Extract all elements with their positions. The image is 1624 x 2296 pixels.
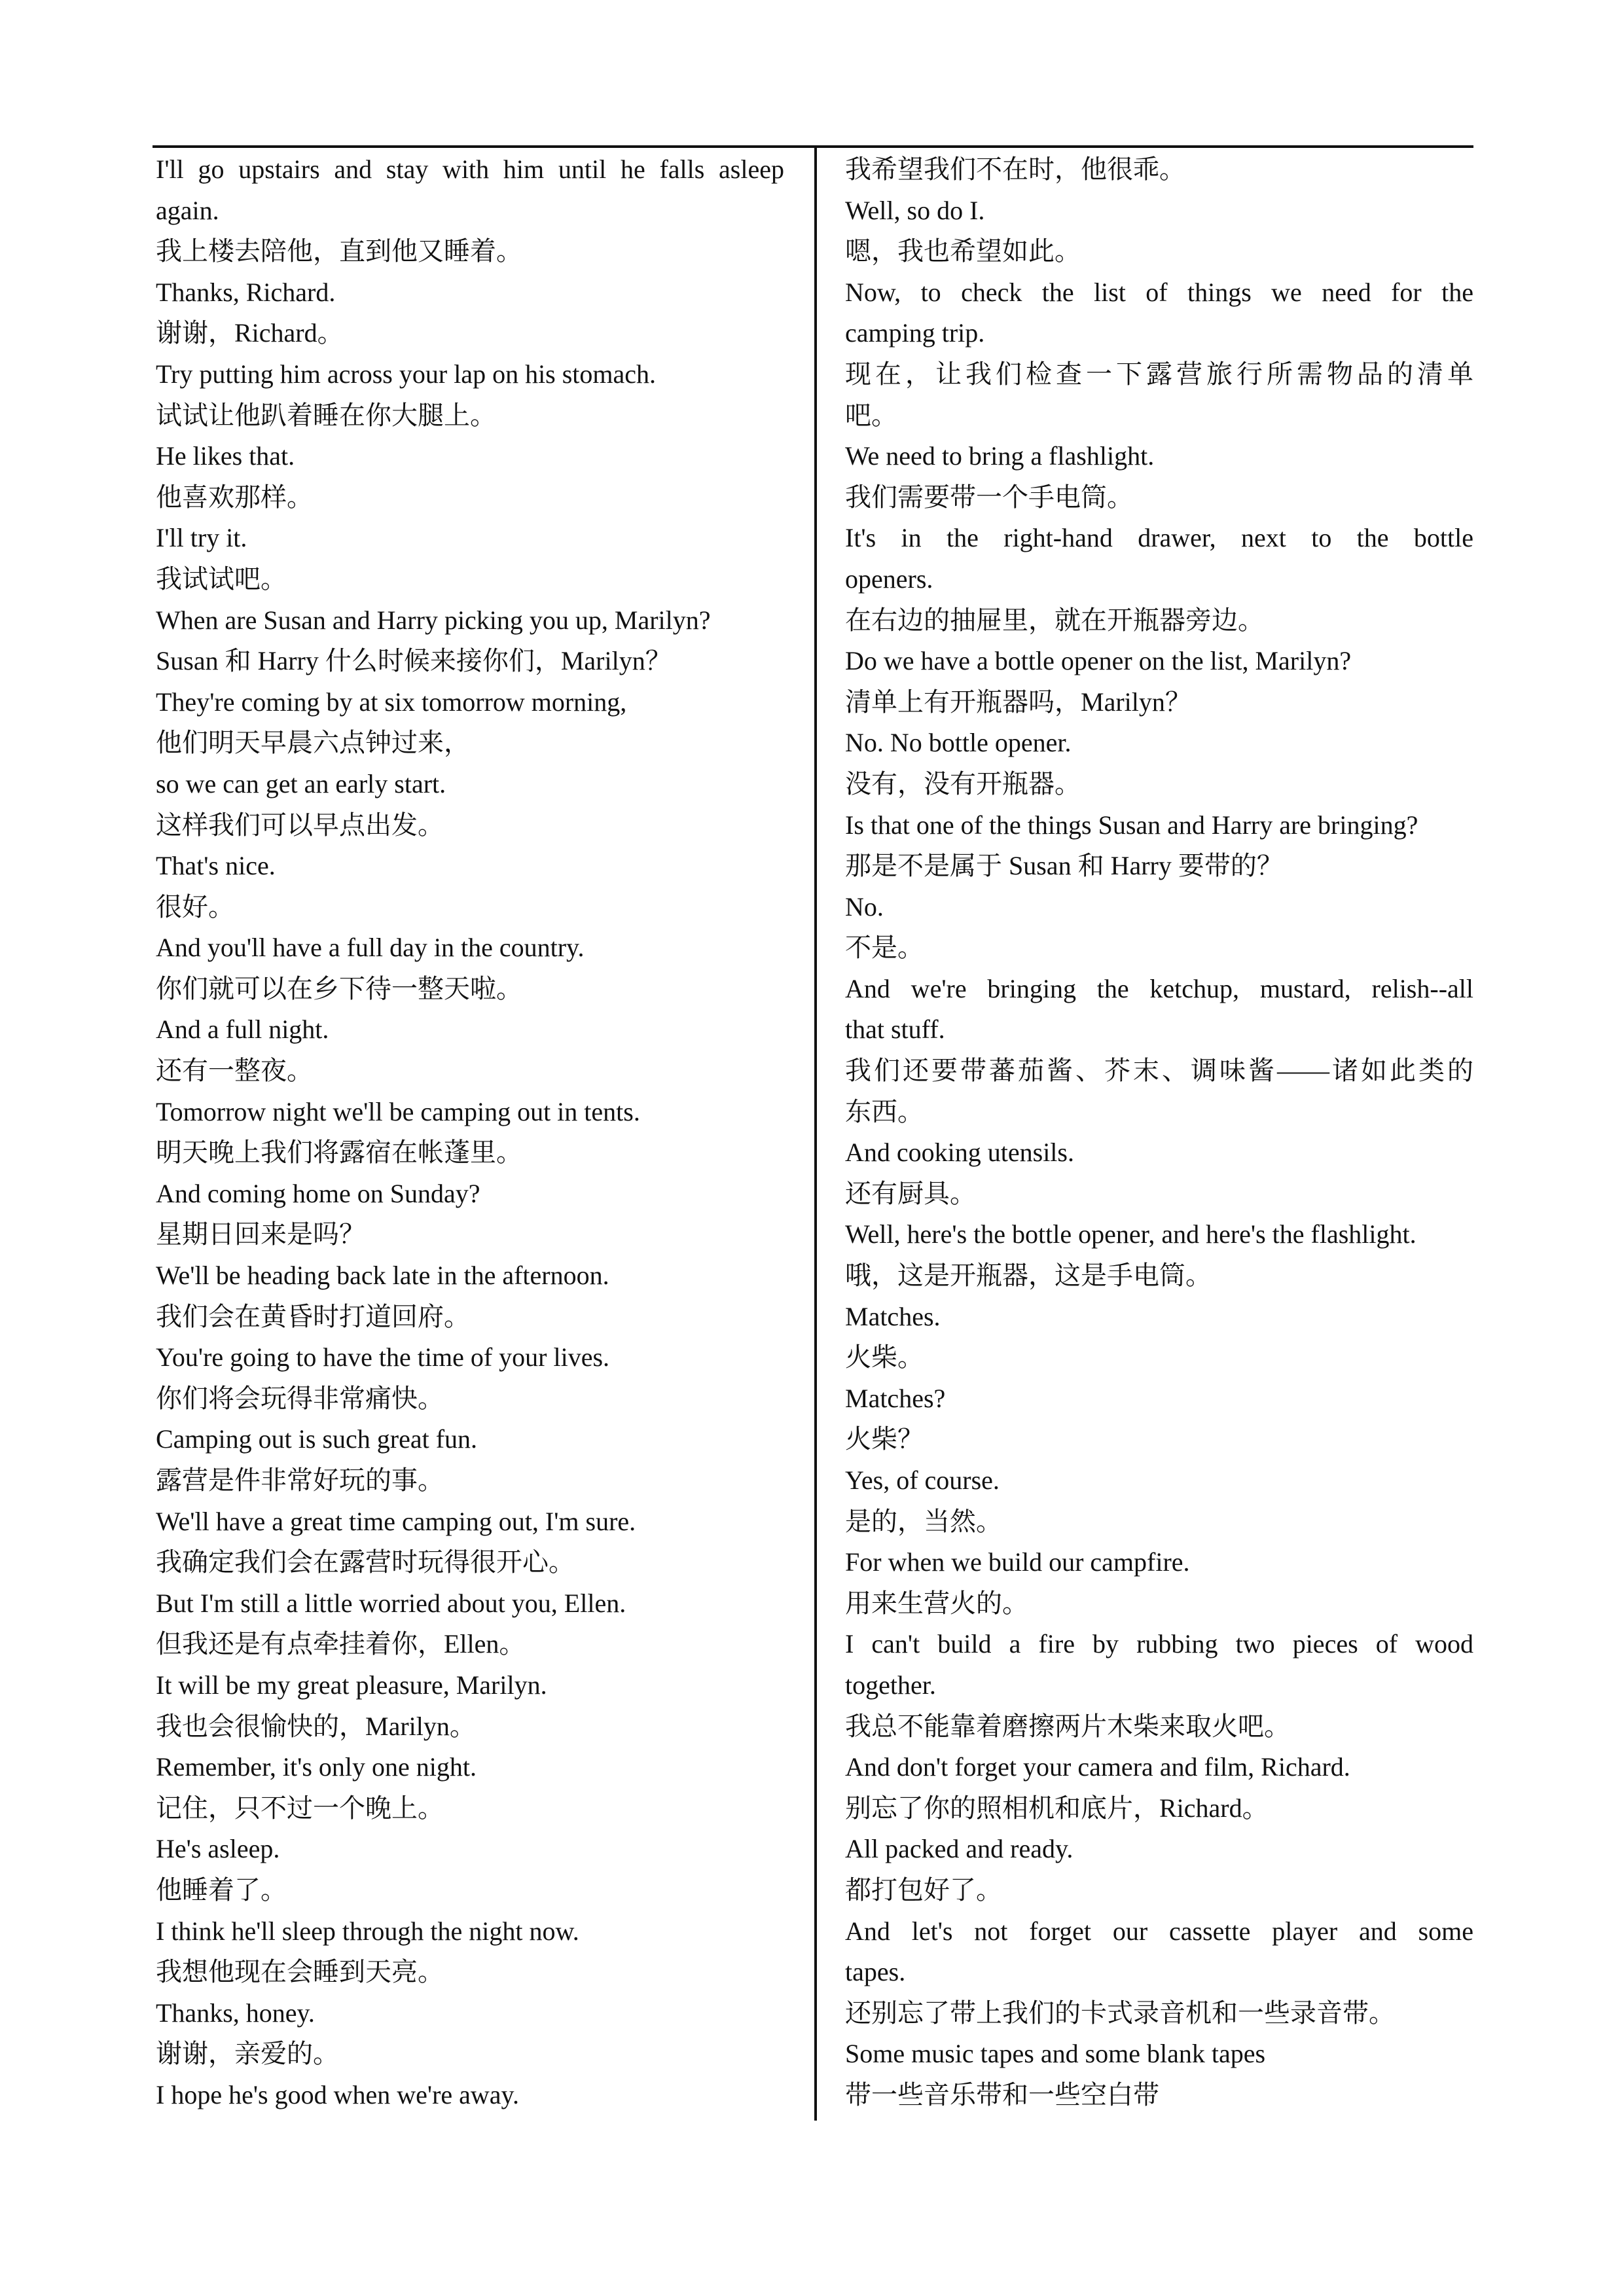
dialogue-line: For when we build our campfire. xyxy=(845,1547,1190,1577)
dialogue-line: 在右边的抽屉里，就在开瓶器旁边。 xyxy=(845,605,1264,635)
right-column xyxy=(845,149,1473,2116)
dialogue-line: He's asleep. xyxy=(156,1834,280,1864)
dialogue-line: No. No bottle opener. xyxy=(845,728,1072,758)
dialogue-line: Well, so do I. xyxy=(845,195,985,225)
dialogue-line: 还有厨具。 xyxy=(845,1178,976,1208)
dialogue-line: I'll try it. xyxy=(156,523,247,553)
dialogue-line: You're going to have the time of your lives. xyxy=(156,1342,610,1372)
dialogue-line: 他们明天早晨六点钟过来， xyxy=(156,728,470,758)
dialogue-line: And don't forget your camera and film, Richard. xyxy=(845,1752,1350,1782)
dialogue-line: 嗯，我也希望如此。 xyxy=(845,236,1081,266)
dialogue-line: openers. xyxy=(845,564,933,594)
dialogue-line: together. xyxy=(845,1670,936,1700)
column-divider xyxy=(814,145,817,2121)
dialogue-line: And cooking utensils. xyxy=(845,1138,1074,1168)
dialogue-line: Do we have a bottle opener on the list, Marilyn? xyxy=(845,646,1352,676)
dialogue-line: 我希望我们不在时，他很乖。 xyxy=(845,154,1185,184)
dialogue-line: 很好。 xyxy=(156,891,234,922)
dialogue-line: 他喜欢那样。 xyxy=(156,482,313,512)
dialogue-line: But I'm still a little worried about you, Ellen. xyxy=(156,1588,626,1618)
dialogue-line: Yes, of course. xyxy=(845,1465,1000,1495)
left-column xyxy=(156,149,784,2116)
dialogue-line: 没有，没有开瓶器。 xyxy=(845,768,1081,798)
dialogue-line: 星期日回来是吗？ xyxy=(156,1219,365,1249)
dialogue-line: 露营是件非常好玩的事。 xyxy=(156,1465,444,1495)
dialogue-line: 吧。 xyxy=(845,400,897,430)
dialogue-line: 记住，只不过一个晚上。 xyxy=(156,1793,444,1823)
dialogue-line: 谢谢，亲爱的。 xyxy=(156,2039,339,2069)
dialogue-line: that stuff. xyxy=(845,1014,945,1045)
dialogue-line: We'll have a great time camping out, I'm sure. xyxy=(156,1506,636,1536)
dialogue-line: Now, to check the list of things we need for the xyxy=(845,277,1473,307)
dialogue-line: 不是。 xyxy=(845,933,924,963)
dialogue-line: 东西。 xyxy=(845,1096,924,1126)
dialogue-line: 但我还是有点牵挂着你，Ellen。 xyxy=(156,1629,526,1659)
dialogue-line: 我们需要带一个手电筒。 xyxy=(845,482,1133,512)
dialogue-line: 哦，这是开瓶器，这是手电筒。 xyxy=(845,1261,1212,1291)
dialogue-line: And let's not forget our cassette player and some xyxy=(845,1916,1473,1946)
dialogue-line: 我上楼去陪他，直到他又睡着。 xyxy=(156,236,522,266)
dialogue-line: 我们还要带蕃茄酱、芥末、调味酱——诸如此类的 xyxy=(845,1056,1473,1086)
top-rule xyxy=(153,145,1473,148)
dialogue-line: And coming home on Sunday? xyxy=(156,1178,480,1208)
dialogue-line: again. xyxy=(156,195,219,225)
dialogue-line: Thanks, Richard. xyxy=(156,277,336,307)
dialogue-line: And a full night. xyxy=(156,1014,329,1045)
dialogue-line: 我总不能靠着磨擦两片木柴来取火吧。 xyxy=(845,1711,1290,1741)
dialogue-line: And you'll have a full day in the country. xyxy=(156,933,585,963)
dialogue-line: That's nice. xyxy=(156,851,276,881)
dialogue-line: Camping out is such great fun. xyxy=(156,1424,478,1454)
dialogue-line: All packed and ready. xyxy=(845,1834,1074,1864)
dialogue-line: 试试让他趴着睡在你大腿上。 xyxy=(156,400,496,430)
dialogue-line: I hope he's good when we're away. xyxy=(156,2079,519,2109)
dialogue-line: so we can get an early start. xyxy=(156,768,446,798)
dialogue-line: It's in the right-hand drawer, next to the bottle xyxy=(845,523,1473,553)
dialogue-line: 我也会很愉快的，Marilyn。 xyxy=(156,1711,476,1741)
dialogue-line: I can't build a fire by rubbing two pieces of wood xyxy=(845,1629,1473,1659)
dialogue-line: 是的，当然。 xyxy=(845,1506,1002,1536)
dialogue-line: 我确定我们会在露营时玩得很开心。 xyxy=(156,1547,575,1577)
dialogue-line: I think he'll sleep through the night now. xyxy=(156,1916,579,1946)
dialogue-line: 这样我们可以早点出发。 xyxy=(156,810,444,840)
dialogue-line: tapes. xyxy=(845,1957,906,1987)
dialogue-line: 我想他现在会睡到天亮。 xyxy=(156,1957,444,1987)
dialogue-line: 现在，让我们检查一下露营旅行所需物品的清单 xyxy=(845,359,1473,389)
dialogue-line: Thanks, honey. xyxy=(156,1998,315,2028)
dialogue-line: 我们会在黄昏时打道回府。 xyxy=(156,1301,470,1331)
dialogue-line: 用来生营火的。 xyxy=(845,1588,1028,1618)
dialogue-line: 谢谢，Richard。 xyxy=(156,318,344,348)
dialogue-line: I'll go upstairs and stay with him until he falls asleep xyxy=(156,154,784,184)
dialogue-line: 他睡着了。 xyxy=(156,1874,287,1905)
dialogue-line: When are Susan and Harry picking you up, Marilyn? xyxy=(156,605,711,635)
dialogue-line: 那是不是属于 Susan 和 Harry 要带的？ xyxy=(845,851,1283,881)
dialogue-line: Try putting him across your lap on his stomach. xyxy=(156,359,657,389)
dialogue-line: 你们就可以在乡下待一整天啦。 xyxy=(156,973,522,1003)
dialogue-line: 火柴。 xyxy=(845,1342,924,1372)
dialogue-line: Well, here's the bottle opener, and here's the flashlight. xyxy=(845,1219,1416,1249)
dialogue-line: Susan 和 Harry 什么时候来接你们，Marilyn？ xyxy=(156,646,672,676)
dialogue-line: We need to bring a flashlight. xyxy=(845,441,1155,471)
dialogue-line: And we're bringing the ketchup, mustard, relish--all xyxy=(845,973,1473,1003)
dialogue-line: Remember, it's only one night. xyxy=(156,1752,477,1782)
dialogue-line: 还别忘了带上我们的卡式录音机和一些录音带。 xyxy=(845,1998,1395,2028)
dialogue-line: He likes that. xyxy=(156,441,295,471)
dialogue-line: No. xyxy=(845,891,884,922)
dialogue-line: 明天晚上我们将露宿在帐蓬里。 xyxy=(156,1138,522,1168)
dialogue-line: Matches? xyxy=(845,1383,946,1413)
dialogue-line: 火柴？ xyxy=(845,1424,924,1454)
dialogue-line: Is that one of the things Susan and Harry are bringing? xyxy=(845,810,1418,840)
dialogue-line: 还有一整夜。 xyxy=(156,1056,313,1086)
dialogue-line: 我试试吧。 xyxy=(156,564,287,594)
dialogue-line: 清单上有开瓶器吗，Marilyn？ xyxy=(845,687,1191,717)
dialogue-line: camping trip. xyxy=(845,318,985,348)
dialogue-line: 你们将会玩得非常痛快。 xyxy=(156,1383,444,1413)
dialogue-line: They're coming by at six tomorrow morning, xyxy=(156,687,627,717)
dialogue-line: 带一些音乐带和一些空白带 xyxy=(845,2079,1159,2109)
dialogue-line: 都打包好了。 xyxy=(845,1874,1002,1905)
dialogue-line: 别忘了你的照相机和底片，Richard。 xyxy=(845,1793,1269,1823)
dialogue-line: Matches. xyxy=(845,1301,941,1331)
dialogue-line: We'll be heading back late in the afternoon. xyxy=(156,1261,609,1291)
dialogue-line: Some music tapes and some blank tapes xyxy=(845,2039,1266,2069)
dialogue-line: Tomorrow night we'll be camping out in tents. xyxy=(156,1096,640,1126)
dialogue-line: It will be my great pleasure, Marilyn. xyxy=(156,1670,547,1700)
